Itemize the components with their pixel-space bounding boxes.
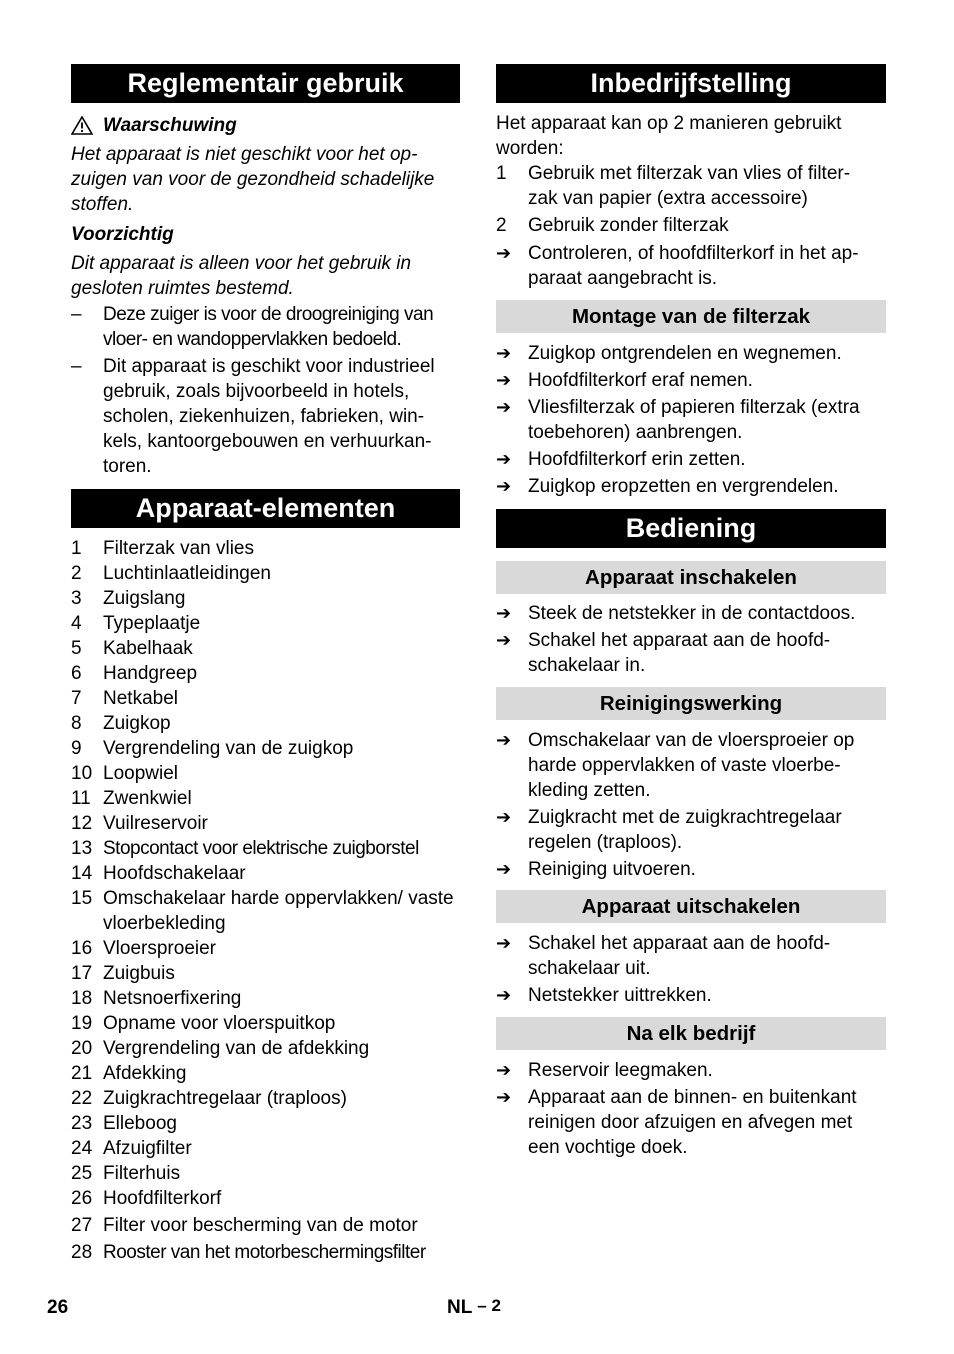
step-line: Vliesfilterzak of papieren filterzak (extra: [528, 397, 860, 418]
element-label: Stopcontact voor elektrische zuigborstel: [103, 838, 419, 859]
element-number: 12: [71, 813, 93, 834]
element-list-item: [71, 836, 460, 861]
element-number: 21: [71, 1063, 93, 1084]
list-item-line: zak van papier (extra accessoire): [528, 188, 808, 209]
element-number: 20: [71, 1038, 93, 1059]
section-heading-reglementair: Reglementair gebruik: [71, 64, 460, 103]
element-list-item: [71, 811, 460, 836]
element-number: 14: [71, 863, 93, 884]
warning-label: Waarschuwing: [103, 115, 237, 136]
step-line: Omschakelaar van de vloersproeier op: [528, 730, 855, 751]
step-line: schakelaar uit.: [528, 958, 651, 979]
step-line: reinigen door afzuigen en afvegen met: [528, 1112, 853, 1133]
element-number: 4: [71, 613, 82, 634]
step-item: [496, 474, 886, 499]
element-label: Luchtinlaatleidingen: [103, 563, 271, 584]
step-line: kleding zetten.: [528, 780, 651, 801]
list-number: 1: [496, 163, 507, 184]
warning-triangle-icon: [71, 116, 93, 135]
step-line: Schakel het apparaat aan de hoofd-: [528, 630, 831, 651]
element-label: Netsnoerfixering: [103, 988, 242, 1009]
element-label: Filterzak van vlies: [103, 538, 254, 559]
element-label: Filterhuis: [103, 1163, 181, 1184]
subheading-na-elk-bedrijf: Na elk bedrijf: [496, 1017, 886, 1050]
element-label: Rooster van het motorbeschermingsfilter: [103, 1242, 426, 1263]
arrow-icon: ➔: [496, 630, 512, 650]
list-item-line: Deze zuiger is voor de droogreiniging van: [103, 304, 434, 325]
language-code: NL: [447, 1297, 472, 1318]
element-number: 6: [71, 663, 82, 684]
element-list-item: [71, 1213, 460, 1238]
step-line: schakelaar in.: [528, 655, 646, 676]
step-item: [496, 368, 886, 393]
step-item: [496, 931, 886, 981]
element-label: Zwenkwiel: [103, 788, 192, 809]
element-number: 7: [71, 688, 82, 709]
element-list-item: [71, 661, 460, 686]
element-label: Elleboog: [103, 1113, 177, 1134]
element-list-item: [71, 1036, 460, 1061]
warning-text: [71, 142, 460, 217]
subheading-montage: Montage van de filterzak: [496, 300, 886, 333]
language-page-indicator: [447, 1297, 501, 1319]
element-list-item: [71, 536, 460, 561]
arrow-icon: ➔: [496, 397, 512, 417]
montage-steps: [496, 341, 886, 499]
element-label: Zuigkop: [103, 713, 171, 734]
warning-row: [71, 113, 460, 138]
list-item-line: Gebruik met filterzak van vlies of filter-: [528, 163, 851, 184]
intro-line: Het apparaat kan op 2 manieren gebruikt: [496, 113, 842, 134]
element-number: 9: [71, 738, 82, 759]
element-label: Afzuigfilter: [103, 1138, 192, 1159]
element-number: 13: [71, 838, 93, 859]
arrow-icon: ➔: [496, 933, 512, 953]
element-label: Omschakelaar harde oppervlakken/ vaste vloerbekleding: [103, 888, 454, 934]
step-line: Apparaat aan de binnen- en buitenkant: [528, 1087, 857, 1108]
reiniging-steps: [496, 728, 886, 882]
element-number: 28: [71, 1242, 93, 1263]
step-item: [496, 983, 886, 1008]
element-list-item: [71, 586, 460, 611]
element-list-item: [71, 1061, 460, 1086]
list-item: [71, 354, 460, 479]
warning-text-line: Het apparaat is niet geschikt voor het op-: [71, 144, 418, 165]
element-label: Hoofdschakelaar: [103, 863, 246, 884]
element-list-item: [71, 936, 460, 961]
subheading-reiniging: Reinigingswerking: [496, 687, 886, 720]
list-item-line: Controleren, of hoofdfilterkorf in het ap-: [528, 243, 859, 264]
left-column: [71, 64, 460, 1265]
step-item: [496, 1085, 886, 1160]
list-item: [496, 161, 886, 211]
arrow-icon: ➔: [496, 370, 512, 390]
step-item: [496, 805, 886, 855]
element-label: Zuigslang: [103, 588, 186, 609]
element-list-item: [71, 1161, 460, 1186]
step-line: Reservoir leegmaken.: [528, 1060, 713, 1081]
element-label: Opname voor vloerspuitkop: [103, 1013, 336, 1034]
step-item: [496, 628, 886, 678]
element-list-item: [71, 711, 460, 736]
list-item-line: kels, kantoorgebouwen en verhuurkan-: [103, 431, 432, 452]
intro-line: worden:: [496, 138, 564, 159]
element-list-item: [71, 1186, 460, 1211]
element-label: Vergrendeling van de afdekking: [103, 1038, 370, 1059]
step-item: [496, 857, 886, 882]
intro-text: [496, 111, 886, 161]
element-list-item: [71, 1111, 460, 1136]
element-list-item: [71, 1240, 460, 1265]
element-number: 22: [71, 1088, 93, 1109]
step-line: Hoofdfilterkorf eraf nemen.: [528, 370, 753, 391]
element-number: 3: [71, 588, 82, 609]
na-bedrijf-steps: [496, 1058, 886, 1160]
element-list-item: [71, 1011, 460, 1036]
section-heading-apparaat-elementen: Apparaat-elementen: [71, 489, 460, 528]
element-number: 17: [71, 963, 93, 984]
element-list-item: [71, 961, 460, 986]
arrow-icon: ➔: [496, 807, 512, 827]
arrow-icon: ➔: [496, 985, 512, 1005]
element-list-item: [71, 1086, 460, 1111]
element-label: Hoofdfilterkorf: [103, 1188, 222, 1209]
caution-text-line: gesloten ruimtes bestemd.: [71, 278, 294, 299]
arrow-icon: ➔: [496, 476, 512, 496]
element-list-item: [71, 561, 460, 586]
element-number: 15: [71, 888, 93, 909]
right-column: [496, 64, 886, 1160]
element-label: Zuigkrachtregelaar (traploos): [103, 1088, 347, 1109]
dash-marker: –: [71, 304, 82, 325]
element-label: Vloersproeier: [103, 938, 216, 959]
sub-page-number: – 2: [477, 1296, 501, 1315]
list-item-line: Gebruik zonder filterzak: [528, 215, 729, 236]
element-list-item: [71, 761, 460, 786]
step-item: [496, 341, 886, 366]
caution-text: [71, 251, 460, 301]
element-label: Afdekking: [103, 1063, 187, 1084]
step-line: regelen (traploos).: [528, 832, 683, 853]
arrow-icon: ➔: [496, 449, 512, 469]
step-item: [496, 728, 886, 803]
element-list-item: [71, 636, 460, 661]
element-label: Loopwiel: [103, 763, 178, 784]
element-number: 16: [71, 938, 93, 959]
element-number: 2: [71, 563, 82, 584]
list-item-line: Dit apparaat is geschikt voor industrieel: [103, 356, 435, 377]
list-item-line: paraat aangebracht is.: [528, 268, 718, 289]
element-number: 25: [71, 1163, 93, 1184]
inschakelen-steps: [496, 601, 886, 678]
list-item: [496, 241, 886, 291]
arrow-icon: ➔: [496, 603, 512, 623]
element-list-item: [71, 886, 460, 936]
list-item-line: vloer- en wandoppervlakken bedoeld.: [103, 329, 402, 350]
arrow-icon: ➔: [496, 1087, 512, 1107]
warning-text-line: stoffen.: [71, 194, 134, 215]
arrow-icon: ➔: [496, 343, 512, 363]
step-item: [496, 395, 886, 445]
element-list-item: [71, 786, 460, 811]
step-line: Steek de netstekker in de contactdoos.: [528, 603, 856, 624]
element-label: Zuigbuis: [103, 963, 175, 984]
step-line: Zuigkop eropzetten en vergrendelen.: [528, 476, 839, 497]
section-heading-bediening: Bediening: [496, 509, 886, 548]
dash-marker: –: [71, 356, 82, 377]
step-line: Netstekker uittrekken.: [528, 985, 712, 1006]
arrow-icon: ➔: [496, 730, 512, 750]
list-item: [496, 213, 886, 238]
element-number: 19: [71, 1013, 93, 1034]
list-item-line: scholen, ziekenhuizen, fabrieken, win-: [103, 406, 425, 427]
step-line: Zuigkracht met de zuigkrachtregelaar: [528, 807, 842, 828]
step-line: Schakel het apparaat aan de hoofd-: [528, 933, 831, 954]
step-item: [496, 1058, 886, 1083]
element-label: Vuilreservoir: [103, 813, 208, 834]
list-item-line: toren.: [103, 456, 152, 477]
section-heading-inbedrijfstelling: Inbedrijfstelling: [496, 64, 886, 103]
step-item: [496, 447, 886, 472]
arrow-icon: ➔: [496, 1060, 512, 1080]
caution-label: Voorzichtig: [71, 224, 174, 245]
list-item-line: gebruik, zoals bijvoorbeeld in hotels,: [103, 381, 410, 402]
list-number: 2: [496, 215, 507, 236]
arrow-icon: ➔: [496, 243, 512, 263]
element-list-item: [71, 861, 460, 886]
subheading-inschakelen: Apparaat inschakelen: [496, 561, 886, 594]
step-line: toebehoren) aanbrengen.: [528, 422, 743, 443]
uitschakelen-steps: [496, 931, 886, 1008]
element-label: Handgreep: [103, 663, 198, 684]
step-line: Zuigkop ontgrendelen en wegnemen.: [528, 343, 842, 364]
element-number: 26: [71, 1188, 93, 1209]
element-label: Filter voor bescherming van de motor: [103, 1215, 418, 1236]
elements-list: [71, 536, 460, 1265]
element-list-item: [71, 611, 460, 636]
element-label: Vergrendeling van de zuigkop: [103, 738, 354, 759]
element-label: Typeplaatje: [103, 613, 201, 634]
element-list-item: [71, 686, 460, 711]
element-list-item: [71, 986, 460, 1011]
element-number: 5: [71, 638, 82, 659]
element-label: Kabelhaak: [103, 638, 193, 659]
element-number: 27: [71, 1215, 93, 1236]
element-label: Netkabel: [103, 688, 178, 709]
step-line: harde oppervlakken of vaste vloerbe-: [528, 755, 841, 776]
element-number: 11: [71, 788, 91, 809]
element-number: 23: [71, 1113, 93, 1134]
step-line: Reiniging uitvoeren.: [528, 859, 696, 880]
step-line: een vochtige doek.: [528, 1137, 688, 1158]
warning-text-line: zuigen van voor de gezondheid schadelijke: [71, 169, 435, 190]
step-item: [496, 601, 886, 626]
element-list-item: [71, 1136, 460, 1161]
element-number: 8: [71, 713, 82, 734]
subheading-uitschakelen: Apparaat uitschakelen: [496, 890, 886, 923]
element-number: 1: [71, 538, 82, 559]
arrow-icon: ➔: [496, 859, 512, 879]
page-number: 26: [47, 1297, 69, 1318]
element-number: 10: [71, 763, 93, 784]
list-item: [71, 302, 460, 352]
element-number: 18: [71, 988, 93, 1009]
element-list-item: [71, 736, 460, 761]
caution-text-line: Dit apparaat is alleen voor het gebruik in: [71, 253, 412, 274]
element-number: 24: [71, 1138, 93, 1159]
step-line: Hoofdfilterkorf erin zetten.: [528, 449, 746, 470]
